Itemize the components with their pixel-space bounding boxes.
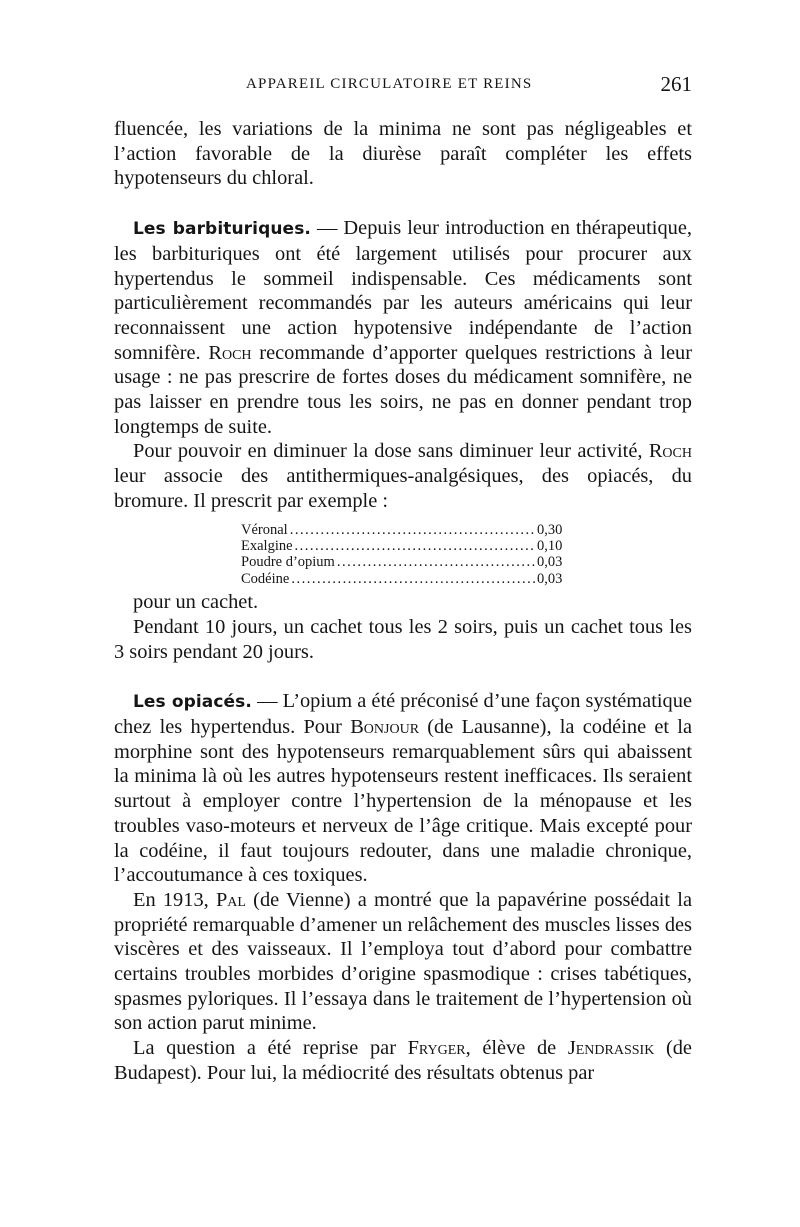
author-name: Pal bbox=[215, 888, 246, 911]
ingredient-dose: 0,10 bbox=[537, 537, 563, 554]
formula-row bbox=[241, 538, 581, 554]
paragraph-fryger bbox=[114, 1036, 692, 1085]
paragraph-text: Pendant 10 jours, un cachet tous les 2 soirs, puis un cachet tous les 3 soirs pendant 20 jours. bbox=[114, 615, 692, 663]
paragraph-text: En 1913, bbox=[133, 888, 216, 911]
leader-dots bbox=[337, 554, 535, 570]
leader-dots bbox=[295, 538, 535, 554]
author-name: Jendrassik bbox=[567, 1037, 655, 1060]
formula-row bbox=[241, 522, 581, 538]
paragraph-text: recommande d’apporter quelques restrictions à leur usage : ne pas prescrire de fortes doses du médicament somnifère, ne pas laisser en prendre tous les soirs, ne pas en donner pendant trop longtemps de suite. bbox=[114, 341, 693, 438]
paragraph-dosage bbox=[114, 615, 692, 664]
prescription-formula bbox=[241, 522, 581, 588]
ingredient-name: Poudre d’opium bbox=[241, 554, 335, 571]
page-body bbox=[114, 117, 692, 1086]
paragraph-text: Pour pouvoir en diminuer la dose sans diminuer leur activité, bbox=[133, 440, 649, 463]
author-name: Bonjour bbox=[350, 715, 420, 738]
ingredient-name: Exalgine bbox=[241, 537, 293, 554]
running-title: APPAREIL CIRCULATOIRE ET REINS bbox=[246, 76, 533, 92]
paragraph-text: (de Vienne) a montré que la papavérine possédait la propriété remarquable d’amener un relâchement des muscles lisses des viscères et des vaisseaux. Il l’employa tout d’abord pour combattre certains troubles morbides d’origine spasmodique : crises tabétiques, spasmes pyloriques. Il l’essaya dans le traitement de l’hypertension où son action parut minime. bbox=[114, 888, 692, 1035]
ingredient-dose: 0,30 bbox=[537, 521, 563, 538]
paragraph-text: fluencée, les variations de la minima ne sont pas négligeables et l’action favorable de la diurèse paraît compléter les effets hypotenseurs du chloral. bbox=[114, 118, 692, 190]
paragraph-text: La question a été reprise par bbox=[133, 1037, 408, 1060]
author-name: Roch bbox=[208, 341, 252, 364]
paragraph-chloral-end bbox=[114, 117, 692, 191]
ingredient-name: Codéine bbox=[241, 570, 290, 587]
paragraph-association bbox=[114, 439, 692, 513]
formula-row bbox=[241, 554, 581, 570]
ingredient-dose: 0,03 bbox=[537, 570, 563, 587]
paragraph-text: (de Lausanne), la codéine et la morphine sont des hypotenseurs remarquablement sûrs qui abaissent la minima là où les autres hypotenseurs restent inefficaces. Ils seraient surtout à employer contre l’hypertension de la ménopause et les troubles vaso-moteurs et nerveux de l’âge critique. Mais excepté pour la codéine, il faut toujours redouter, dans une maladie chronique, l’accoutumance à ces toxiques. bbox=[114, 715, 693, 887]
paragraph-text: leur associe des antithermiques-analgésiques, des opiacés, du bromure. Il prescrit par exemple : bbox=[114, 465, 692, 512]
ingredient-dose: 0,03 bbox=[537, 554, 563, 571]
ingredient-name: Véronal bbox=[241, 521, 288, 538]
page-header bbox=[0, 74, 692, 98]
paragraph-text: — L’opium a été préconisé d’une façon systématique chez les hypertendus. Pour bbox=[114, 690, 692, 738]
leader-dots bbox=[290, 522, 535, 538]
section-heading-opiaces: Les opiacés. bbox=[133, 692, 252, 713]
formula-row bbox=[241, 571, 581, 587]
author-name: Fryger bbox=[407, 1037, 466, 1060]
leader-dots bbox=[291, 571, 535, 587]
author-name: Roch bbox=[648, 440, 692, 463]
paragraph-text: , élève de bbox=[465, 1037, 568, 1060]
paragraph-barbituriques bbox=[114, 216, 692, 439]
paragraph-cachet bbox=[114, 590, 692, 615]
paragraph-text: — Depuis leur introduction en thérapeutique, les barbituriques ont été largement utilisés pour procurer aux hypertendus le sommeil indispensable. Ces médicaments sont particulièrement recommandés par les auteurs américains qui leur reconnaissent une action hypotensive indépendante de l’action somnifère. bbox=[114, 217, 692, 364]
paragraph-opiaces bbox=[114, 689, 692, 888]
section-heading-barbituriques: Les barbituriques. bbox=[133, 219, 311, 240]
paragraph-text: pour un cachet. bbox=[133, 591, 259, 614]
paragraph-text: (de Budapest). Pour lui, la médiocrité des résultats obtenus par bbox=[114, 1037, 692, 1084]
page-number: 261 bbox=[660, 72, 692, 96]
paragraph-papaverine bbox=[114, 888, 692, 1036]
